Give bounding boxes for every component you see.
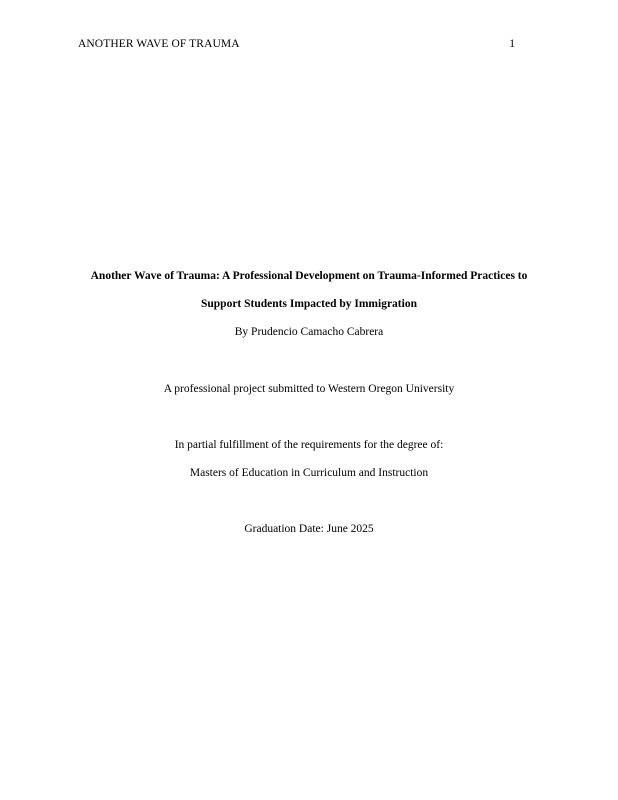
title-line-2: Support Students Impacted by Immigration (201, 298, 417, 310)
graduation-date: Graduation Date: June 2025 (244, 523, 374, 535)
author-line: By Prudencio Camacho Cabrera (234, 326, 384, 338)
fulfillment-statement: In partial fulfillment of the requirements for the degree of: (174, 439, 444, 451)
running-head: ANOTHER WAVE OF TRAUMA (78, 38, 240, 50)
submission-statement: A professional project submitted to Western Oregon University (163, 383, 455, 395)
degree-name: Masters of Education in Curriculum and Instruction (189, 467, 429, 479)
title-line-1: Another Wave of Trauma: A Professional Development on Trauma-Informed Practices to (90, 270, 528, 282)
page-number: 1 (509, 38, 515, 50)
